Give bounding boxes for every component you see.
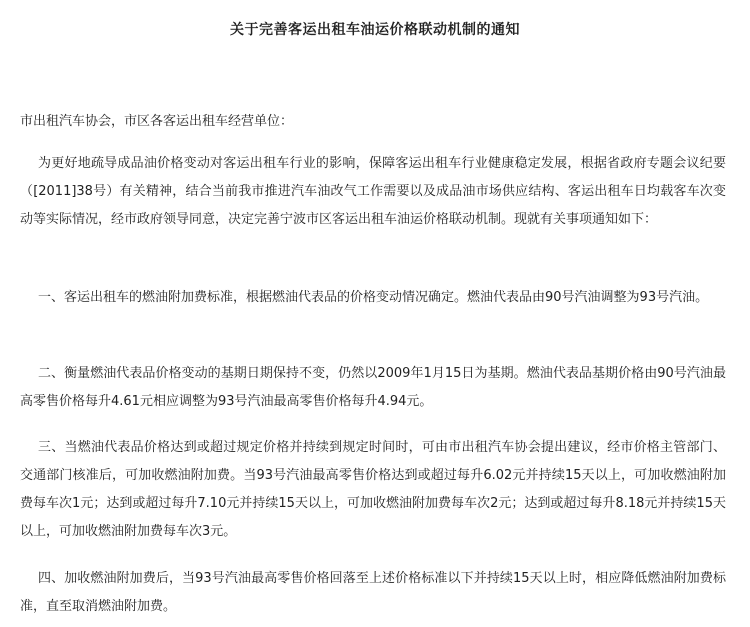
paragraph-item-2: 二、衡量燃油代表品价格变动的基期日期保持不变，仍然以2009年1月15日为基期。燃油代表品基期价格由90号汽油最高零售价格每升4.61元相应调整为93号汽油最高零售价格每升4.94元。 — [20, 366, 726, 409]
document-title: 关于完善客运出租车油运价格联动机制的通知 — [230, 22, 520, 38]
paragraph-intro: 为更好地疏导成品油价格变动对客运出租车行业的影响，保障客运出租车行业健康稳定发展，根据省政府专题会议纪要（[2011]38号）有关精神，结合当前我市推进汽车油改气工作需要以及成品油市场供应结构、客运出租车日均载客车次变动等实际情况，经市政府领导同意，决定完善宁波市区客运出租车油运价格联动机制。现就有关事项通知如下： — [20, 156, 726, 227]
paragraph-item-4: 四、加收燃油附加费后，当93号汽油最高零售价格回落至上述价格标准以下并持续15天以上时，相应降低燃油附加费标准，直至取消燃油附加费。 — [20, 571, 726, 614]
paragraph-item-3: 三、当燃油代表品价格达到或超过规定价格并持续到规定时间时，可由市出租汽车协会提出建议，经市价格主管部门、交通部门核准后，可加收燃油附加费。当93号汽油最高零售价格达到或超过每升6.02元并持续15天以上，可加收燃油附加费每车次1元；达到或超过每升7.10元并持续15天以上，可加收燃油附加费每车次2元；达到或超过每升8.18元并持续15天以上，可加收燃油附加费每车次3元。 — [20, 440, 726, 539]
salutation: 市出租汽车协会，市区各客运出租车经营单位： — [20, 114, 294, 129]
paragraph-item-1: 一、客运出租车的燃油附加费标准，根据燃油代表品的价格变动情况确定。燃油代表品由90号汽油调整为93号汽油。 — [38, 290, 709, 305]
